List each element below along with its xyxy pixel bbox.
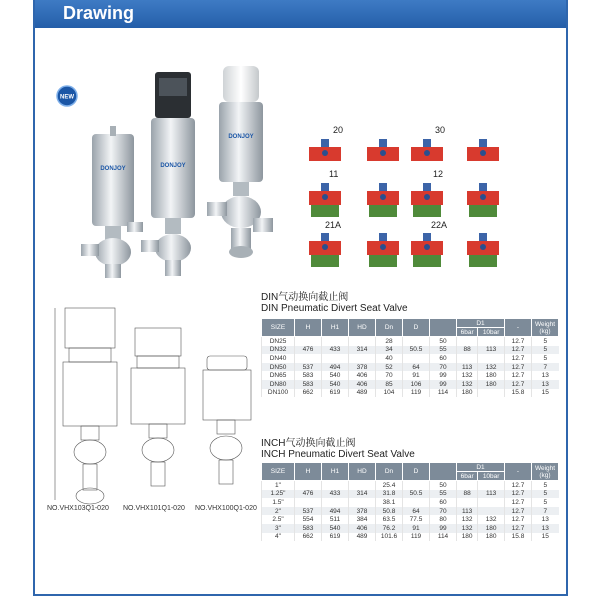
table-cell: 40: [376, 354, 403, 363]
table-cell: 180: [457, 389, 478, 398]
col-h: H: [295, 463, 322, 481]
diagram-label-30: [435, 125, 445, 135]
table-cell: 13: [532, 515, 559, 524]
valve-position-cell: [309, 139, 341, 161]
col-d1: D1: [457, 463, 505, 472]
table-cell: DN25: [262, 337, 295, 346]
table-cell: [295, 354, 322, 363]
drawing-caption-2: NO.VHX101Q1-020: [123, 505, 185, 512]
table-cell: 537: [295, 507, 322, 516]
table-cell: [478, 481, 505, 490]
table-cell: 2": [262, 507, 295, 516]
col-weight: Weight (kg): [532, 463, 559, 481]
table-cell: 15: [532, 533, 559, 542]
table-cell: 70: [430, 507, 457, 516]
table-cell: 583: [295, 371, 322, 380]
col-d: D: [403, 319, 430, 337]
table-cell: 314: [349, 346, 376, 355]
table-cell: 70: [376, 371, 403, 380]
table-cell: 101.6: [376, 533, 403, 542]
col-h1: H1: [322, 463, 349, 481]
table-cell: 12.7: [505, 371, 532, 380]
table-cell: [403, 498, 430, 507]
table-cell: 583: [295, 380, 322, 389]
table-cell: 55: [430, 490, 457, 499]
table-cell: 91: [403, 371, 430, 380]
table-cell: 12.7: [505, 337, 532, 346]
table-row: [262, 498, 559, 507]
table-cell: [322, 354, 349, 363]
table-row: [262, 346, 559, 355]
diagram-label-20: [333, 125, 343, 135]
table-cell: 99: [430, 524, 457, 533]
table-cell: 378: [349, 507, 376, 516]
col-6bar: 6bar: [457, 472, 478, 481]
table-cell: 554: [295, 515, 322, 524]
table-row: [262, 354, 559, 363]
table-cell: 7: [532, 363, 559, 372]
valve-position-cell: [467, 183, 499, 217]
table-cell: 1.5": [262, 498, 295, 507]
table-cell: 52: [376, 363, 403, 372]
table-cell: [349, 498, 376, 507]
table-cell: 5: [532, 346, 559, 355]
table-cell: 88: [457, 346, 478, 355]
table-cell: DN32: [262, 346, 295, 355]
table-row: [262, 380, 559, 389]
valve-position-cell: [411, 233, 443, 267]
table-cell: 180: [478, 524, 505, 533]
technical-drawings: [45, 290, 255, 530]
table-cell: 50: [430, 337, 457, 346]
table-cell: 406: [349, 524, 376, 533]
table-cell: 5: [532, 490, 559, 499]
valve-position-cell: [367, 233, 399, 267]
svg-text:11: 11: [329, 169, 339, 179]
table-cell: 540: [322, 380, 349, 389]
col-10bar: 10bar: [478, 472, 505, 481]
table-cell: 12.7: [505, 524, 532, 533]
table-row: [262, 389, 559, 398]
table-row: [262, 533, 559, 542]
table-cell: 114: [430, 533, 457, 542]
col-dn: Dn: [376, 319, 403, 337]
table-cell: 70: [430, 363, 457, 372]
table-cell: 12.7: [505, 515, 532, 524]
col-10bar: 10bar: [478, 328, 505, 337]
table-cell: 433: [322, 490, 349, 499]
table-cell: 60: [430, 498, 457, 507]
table-cell: 119: [403, 389, 430, 398]
flow-function-diagrams: [285, 115, 545, 275]
table-cell: [295, 498, 322, 507]
table-cell: [295, 337, 322, 346]
diagram-label-21a: [325, 220, 341, 230]
table-cell: DN80: [262, 380, 295, 389]
table-cell: 88: [457, 490, 478, 499]
table-cell: 76.2: [376, 524, 403, 533]
col-d1: D1: [457, 319, 505, 328]
table-cell: DN100: [262, 389, 295, 398]
table-cell: 63.5: [376, 515, 403, 524]
diagram-label-11: [329, 169, 338, 179]
table-cell: 113: [457, 363, 478, 372]
col-6bar: 6bar: [457, 328, 478, 337]
col-h1: H1: [322, 319, 349, 337]
drawing-vhx103: [55, 308, 117, 504]
table-cell: 132: [478, 363, 505, 372]
table-cell: 619: [322, 533, 349, 542]
table-cell: 537: [295, 363, 322, 372]
table-cell: 3": [262, 524, 295, 533]
valve-position-cell: [467, 139, 499, 161]
table-cell: 99: [430, 371, 457, 380]
table-cell: [478, 389, 505, 398]
svg-text:12: 12: [433, 169, 444, 179]
table-cell: 378: [349, 363, 376, 372]
inch-title-en: INCH Pneumatic Divert Seat Valve: [261, 449, 415, 460]
table-cell: 15: [532, 389, 559, 398]
table-cell: 489: [349, 389, 376, 398]
table-cell: 406: [349, 380, 376, 389]
table-cell: DN65: [262, 371, 295, 380]
table-cell: [295, 481, 322, 490]
table-cell: 12.7: [505, 354, 532, 363]
valve-position-cell: [467, 233, 499, 267]
svg-text:30: 30: [435, 125, 446, 135]
din-spec-table: [261, 318, 559, 397]
din-table-title: [261, 292, 408, 314]
table-cell: [457, 498, 478, 507]
table-row: [262, 481, 559, 490]
table-cell: 7: [532, 507, 559, 516]
table-cell: 13: [532, 524, 559, 533]
valve-unit-2: [141, 72, 195, 276]
table-cell: [457, 481, 478, 490]
table-cell: 60: [430, 354, 457, 363]
table-cell: 5: [532, 337, 559, 346]
col-size: SIZE: [262, 319, 295, 337]
table-cell: 433: [322, 346, 349, 355]
table-cell: 476: [295, 490, 322, 499]
table-row: [262, 363, 559, 372]
section-header: [35, 0, 566, 28]
drawing-vhx101: [131, 328, 185, 486]
table-cell: 106: [403, 380, 430, 389]
table-cell: [478, 354, 505, 363]
table-cell: 12.7: [505, 490, 532, 499]
table-cell: [349, 481, 376, 490]
table-cell: 25.4: [376, 481, 403, 490]
table-cell: [349, 354, 376, 363]
table-cell: 540: [322, 524, 349, 533]
diagram-label-22a: [431, 220, 447, 230]
table-cell: 5: [532, 481, 559, 490]
table-cell: 1.25": [262, 490, 295, 499]
table-cell: 132: [478, 515, 505, 524]
table-cell: 180: [478, 380, 505, 389]
table-cell: 12.7: [505, 380, 532, 389]
table-cell: 113: [478, 490, 505, 499]
table-cell: DN50: [262, 363, 295, 372]
table-cell: [478, 507, 505, 516]
svg-text:DONJOY: DONJOY: [100, 166, 126, 172]
valve-position-cell: [411, 139, 443, 161]
table-cell: [478, 498, 505, 507]
table-cell: 314: [349, 490, 376, 499]
table-cell: 113: [457, 507, 478, 516]
new-badge: [57, 86, 77, 106]
svg-text:NEW: NEW: [60, 94, 74, 101]
table-cell: 113: [478, 346, 505, 355]
inch-title-cn: INCH气动换向截止阀: [261, 438, 356, 449]
table-cell: 12.7: [505, 481, 532, 490]
table-cell: 384: [349, 515, 376, 524]
table-cell: 132: [457, 515, 478, 524]
table-cell: [478, 337, 505, 346]
valve-position-cell: [309, 233, 341, 267]
col-d: D: [403, 463, 430, 481]
table-row: [262, 515, 559, 524]
table-cell: 4": [262, 533, 295, 542]
table-row: [262, 371, 559, 380]
table-cell: 77.5: [403, 515, 430, 524]
table-cell: 13: [532, 371, 559, 380]
table-cell: 662: [295, 533, 322, 542]
din-title-en: DIN Pneumatic Divert Seat Valve: [261, 303, 408, 314]
table-cell: 1": [262, 481, 295, 490]
col-dash: -: [505, 463, 532, 481]
table-cell: 91: [403, 524, 430, 533]
table-cell: 132: [457, 380, 478, 389]
table-cell: 583: [295, 524, 322, 533]
col-dash: -: [505, 319, 532, 337]
table-cell: DN40: [262, 354, 295, 363]
table-cell: [457, 337, 478, 346]
col-hd: HD: [349, 319, 376, 337]
table-cell: 50.8: [376, 507, 403, 516]
inch-spec-table: [261, 462, 559, 541]
table-cell: 12.7: [505, 346, 532, 355]
table-cell: 64: [403, 363, 430, 372]
table-cell: 119: [403, 533, 430, 542]
table-cell: 180: [457, 533, 478, 542]
table-cell: 85: [376, 380, 403, 389]
table-row: [262, 524, 559, 533]
table-cell: 50.5: [403, 346, 430, 355]
col-weight: Weight (kg): [532, 319, 559, 337]
table-cell: 104: [376, 389, 403, 398]
table-cell: [322, 337, 349, 346]
table-cell: 511: [322, 515, 349, 524]
table-cell: 2.5": [262, 515, 295, 524]
table-cell: 80: [430, 515, 457, 524]
svg-text:22A: 22A: [431, 220, 448, 230]
section-title: Drawing: [63, 3, 135, 23]
svg-text:DONJOY: DONJOY: [160, 163, 186, 169]
drawing-panel: [33, 0, 568, 596]
valve-position-cell: [309, 183, 341, 217]
table-cell: 12.7: [505, 363, 532, 372]
table-cell: 114: [430, 389, 457, 398]
table-cell: 180: [478, 533, 505, 542]
table-cell: 28: [376, 337, 403, 346]
valve-position-cell: [411, 183, 443, 217]
col-dn: Dn: [376, 463, 403, 481]
col-blank: [430, 463, 457, 481]
table-cell: 476: [295, 346, 322, 355]
valve-unit-1: [81, 126, 143, 278]
table-cell: 540: [322, 371, 349, 380]
table-cell: [403, 337, 430, 346]
svg-text:20: 20: [333, 125, 344, 135]
table-cell: 489: [349, 533, 376, 542]
svg-text:21A: 21A: [325, 220, 342, 230]
table-cell: 31.8: [376, 490, 403, 499]
table-cell: 12.7: [505, 498, 532, 507]
valve-position-cell: [367, 139, 399, 161]
valve-position-cell: [367, 183, 399, 217]
table-cell: [457, 354, 478, 363]
table-cell: 132: [457, 524, 478, 533]
diagram-label-12: [433, 169, 443, 179]
table-cell: 15.8: [505, 389, 532, 398]
valve-unit-3: [207, 66, 273, 258]
table-cell: 406: [349, 371, 376, 380]
table-row: [262, 507, 559, 516]
table-row: [262, 337, 559, 346]
table-cell: 619: [322, 389, 349, 398]
svg-text:DONJOY: DONJOY: [228, 134, 254, 140]
valve-product-photo: [55, 52, 275, 282]
col-blank: [430, 319, 457, 337]
din-title-cn: DIN气动换向截止阀: [261, 292, 349, 303]
table-cell: [403, 481, 430, 490]
table-cell: 5: [532, 498, 559, 507]
col-size: SIZE: [262, 463, 295, 481]
table-cell: 494: [322, 363, 349, 372]
table-cell: 34: [376, 346, 403, 355]
table-cell: 662: [295, 389, 322, 398]
table-cell: 5: [532, 354, 559, 363]
table-cell: 55: [430, 346, 457, 355]
table-cell: 50.5: [403, 490, 430, 499]
drawing-caption-3: NO.VHX100Q1-020: [195, 505, 257, 512]
table-cell: [403, 354, 430, 363]
col-hd: HD: [349, 463, 376, 481]
drawing-caption-1: NO.VHX103Q1-020: [47, 505, 109, 512]
table-cell: 64: [403, 507, 430, 516]
table-cell: 494: [322, 507, 349, 516]
col-h: H: [295, 319, 322, 337]
table-row: [262, 490, 559, 499]
table-cell: 50: [430, 481, 457, 490]
table-cell: 15.8: [505, 533, 532, 542]
table-cell: 13: [532, 380, 559, 389]
drawing-vhx100: [203, 356, 251, 484]
table-cell: 38.1: [376, 498, 403, 507]
table-cell: 132: [457, 371, 478, 380]
table-cell: 180: [478, 371, 505, 380]
table-cell: 12.7: [505, 507, 532, 516]
inch-table-title: [261, 438, 415, 460]
table-cell: [349, 337, 376, 346]
table-cell: 99: [430, 380, 457, 389]
table-cell: [322, 498, 349, 507]
table-cell: [322, 481, 349, 490]
